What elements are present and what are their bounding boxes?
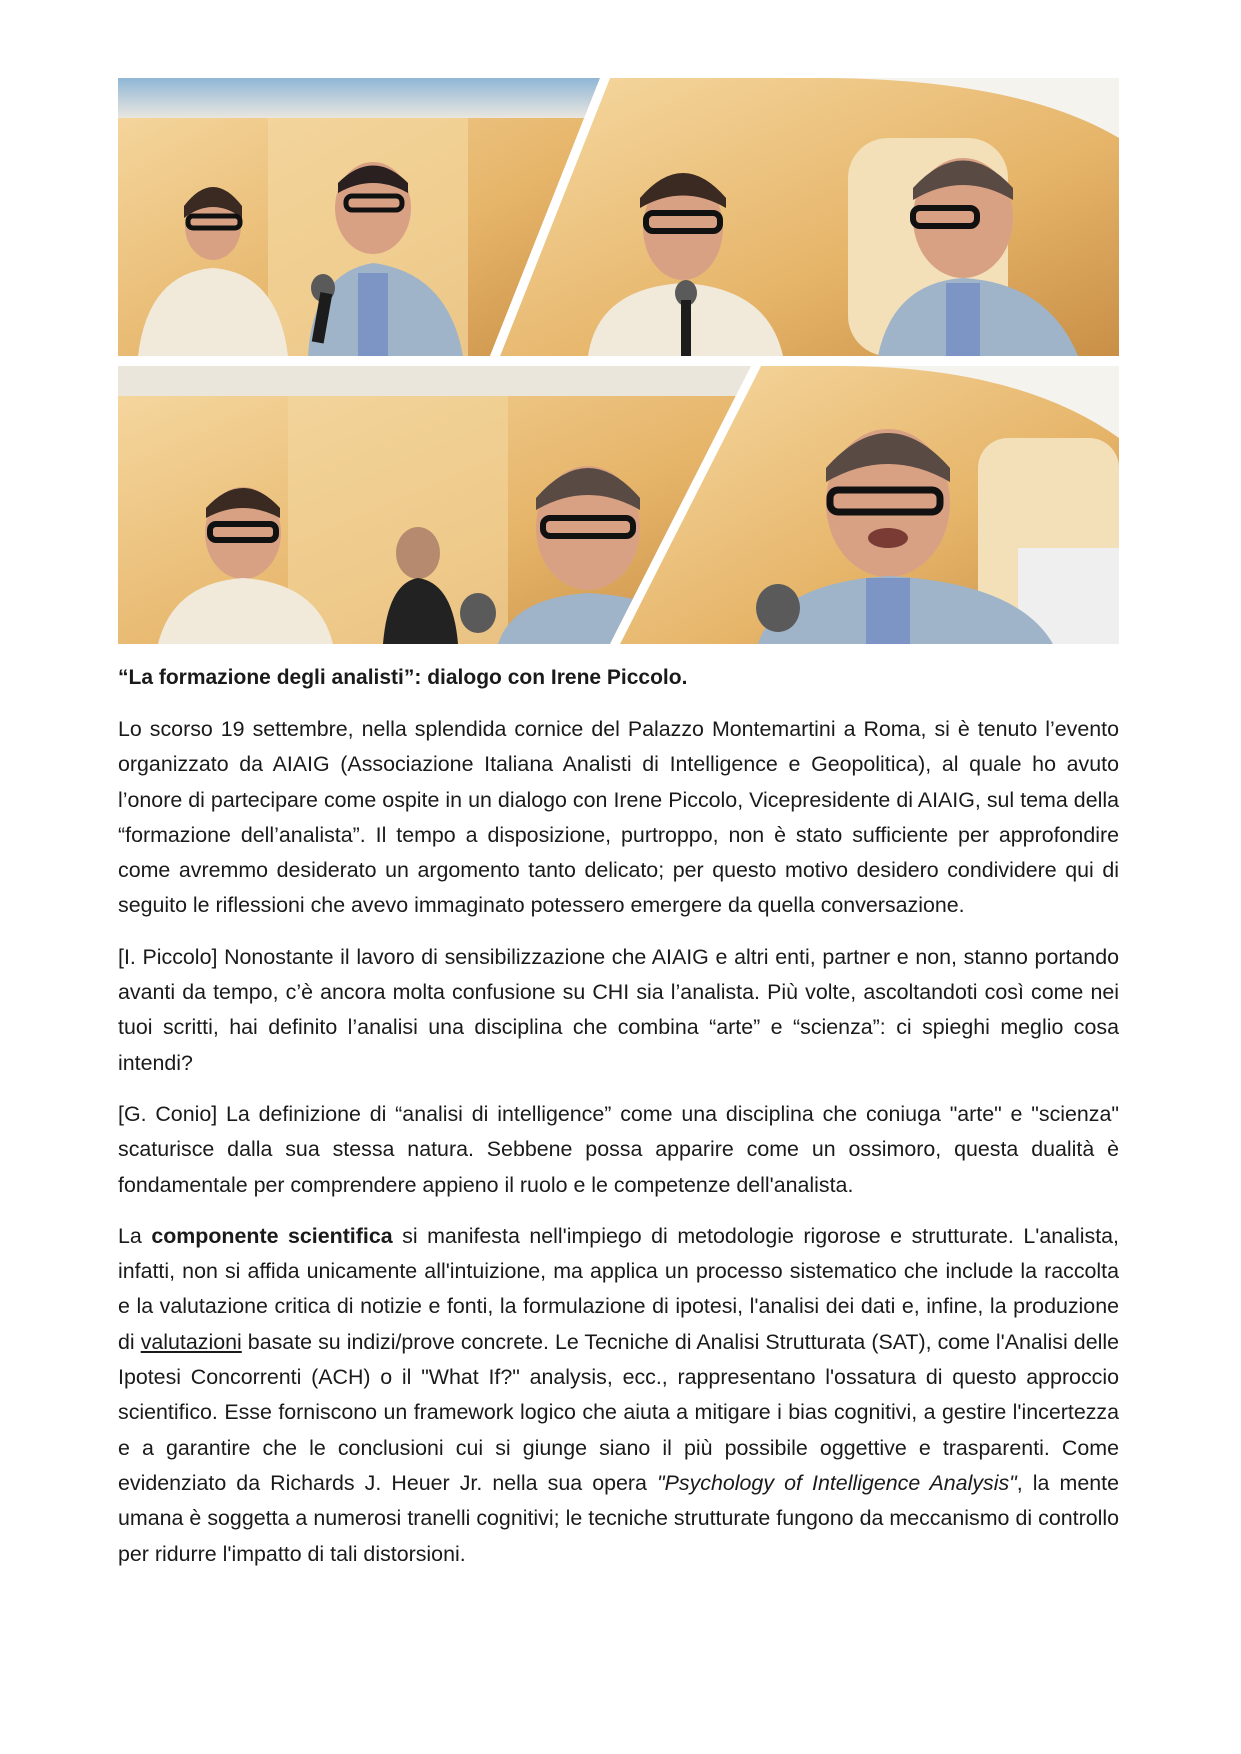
paragraph-intro: Lo scorso 19 settembre, nella splendida cornice del Palazzo Montemartini a Roma, si è tenuto l’evento organizzato da AIAIG (Associazione Italiana Analisti di Intelligence e Geopolitica), al quale ho avuto l’onore di partecipare come ospite in un dialogo con Irene Piccolo, Vicepresidente di AIAIG, sul tema della “formazione dell’analista”. Il tempo a disposizione, purtroppo, non è stato sufficiente per approfondire come avremmo desiderato un argomento tanto delicato; per questo motivo desidero condividere qui di seguito le riflessioni che avevo immaginato potessero emergere da quella conversazione. <box>118 717 1119 918</box>
text-span: , la mente umana è soggetta a numerosi tranelli cognitivi; le tecniche strutturate fungono da meccanismo di controllo per ridurre l'impatto di tali distorsioni. <box>118 1470 1119 1566</box>
text-span: basate su indizi/prove concrete. Le Tecniche di Analisi Strutturata (SAT), come l'Analisi delle Ipotesi Concorrenti (ACH) o il "What If?" analysis, ecc., rappresentano l'ossatura di questo approccio scientifico. Esse forniscono un framework logico che aiuta a mitigare i bias cognitivi, a gestire l'incertezza e a garantire che le conclusioni cui si giunge siano il più possibile oggettive e trasparenti. Come evidenziato da Richards J. Heuer Jr. nella sua opera <box>118 1329 1119 1495</box>
article-body <box>118 662 1119 1588</box>
paragraph-scientific-component <box>118 1219 1119 1572</box>
article-title: “La formazione degli analisti”: dialogo con Irene Piccolo. <box>118 666 688 689</box>
bold-term: componente scientifica <box>151 1223 393 1248</box>
text-span: La <box>118 1223 152 1248</box>
text-span: si manifesta nell'impiego di metodologie rigorose e strutturate. L'analista, infatti, non si affida unicamente all'intuizione, ma applica un processo sistematico che include la raccolta e la valutazione critica di notizie e fonti, la formulazione di ipotesi, l'analisi dei dati e, infine, la produzione di <box>118 1223 1119 1354</box>
paragraph-question: [I. Piccolo] Nonostante il lavoro di sensibilizzazione che AIAIG e altri enti, partner e non, stanno portando avanti da tempo, c’è ancora molta confusione su CHI sia l’analista. Più volte, ascoltandoti così come nei tuoi scritti, hai definito l’analisi una disciplina che combina “arte” e “scienza”: ci spieghi meglio cosa intendi? <box>118 944 1119 1075</box>
underlined-term: valutazioni <box>140 1329 242 1354</box>
photo-collage <box>118 78 1119 644</box>
book-title: "Psychology of Intelligence Analysis" <box>657 1470 1017 1495</box>
paragraph-answer: [G. Conio] La definizione di “analisi di intelligence” come una disciplina che coniuga "arte" e "scienza" scaturisce dalla sua stessa natura. Sebbene possa apparire come un ossimoro, questa dualità è fondamentale per comprendere appieno il ruolo e le competenze dell'analista. <box>118 1101 1119 1197</box>
